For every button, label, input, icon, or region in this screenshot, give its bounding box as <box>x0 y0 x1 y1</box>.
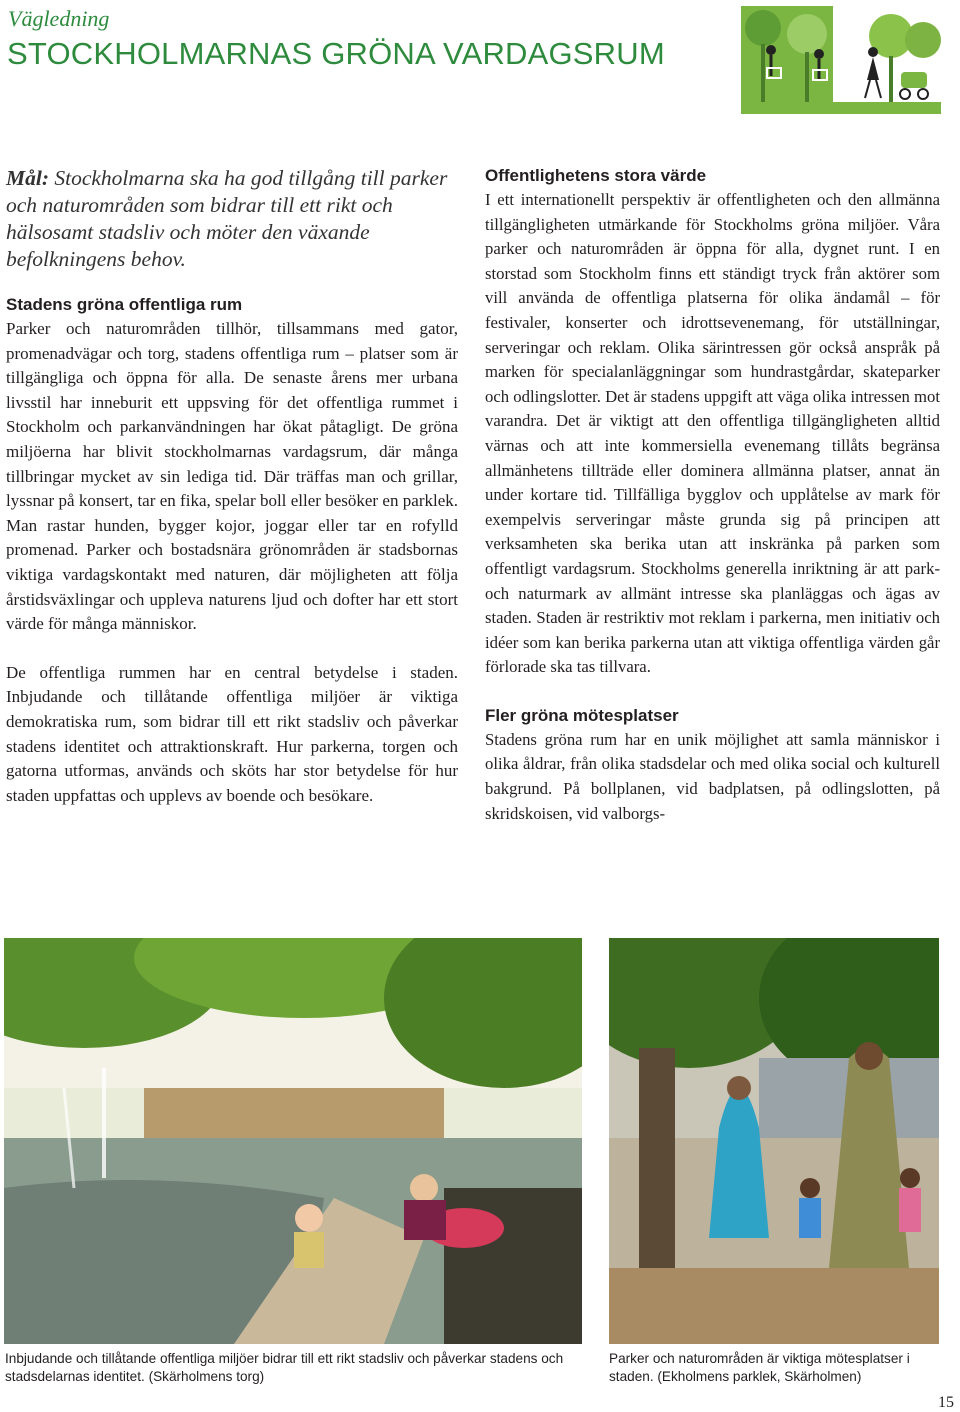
photo1-caption: Inbjudande och tillåtande offentliga miljöer bidrar till ett rikt stadsliv och påverkar stadens och stadsdelarnas identitet. (Skärholmens torg) <box>5 1351 564 1384</box>
goal-label: Mål: <box>6 166 49 190</box>
section-heading-green-public-rooms: Stadens gröna offentliga rum <box>6 295 243 314</box>
goal-text: Stockholmarna ska ha god tillgång till parker och naturområden som bidrar till ett rikt och hälsosamt stadsliv och möter den växande befolkningens behov. <box>6 166 448 271</box>
section-body-green-public-rooms: Parker och naturområden tillhör, tillsammans med gator, promenadvägar och torg, stadens offentliga rum – platser som är tillgängliga och öppna för alla. De senaste årens mer urbana livsstil har inneburit ett uppsving för det offentliga rummet i Stockholm och parkanvändningen har ökat påtagligt. De gröna miljöerna har blivit stockholmarnas vardagsrum, där många tillbringar mycket av sin lediga tid. Där träffas man och grillar, lyssnar på konsert, tar en fika, spelar boll eller besöker en parklek. Man rastar hunden, bygger kojor, joggar eller tar en rofylld promenad. Parker och bostadsnära grönområden är stadsbornas viktiga vardagskontakt med naturen, där möjligheten att följa årstidsväxlingar och uppleva naturens ljud och dofter har ett stort värde för många människor. <box>6 319 458 634</box>
page-number: 15 <box>938 1394 954 1411</box>
goal-statement <box>6 165 458 273</box>
photo2-caption: Parker och naturområden är viktiga mötesplatser i staden. (Ekholmens parklek, Skärholmen) <box>609 1351 910 1384</box>
section-body-public-value: I ett internationellt perspektiv är offentligheten och den allmänna tillgängligheten utmärkande för Stockholms gröna miljöer. Våra parker och naturområden är öppna för alla, dygnet runt. I en storstad som Stockholm finns ett ständigt tryck från aktörer som vill använda de offentliga platserna för olika ändamål – för festivaler, konserter och idrottsevenemang, för utställningar, serveringar och reklam. Olika särintressen gör också anspråk på marken för specialanläggningar som hundrastgårdar, skateparker och odlingslotter. Det är stadens uppgift att väga olika intressen mot varandra. Det är viktigt att den offentliga tillgängligheten alltid värnas och att inte kommersiella evenemang tillåts begränsa allmänhetens tillträde eller dominera allmänna platser, annat än under kortare tid. Tillfälliga bygglov och upplåtelse av mark för exempelvis serveringar måste grunda sig på principen att verksamheten ska berika utan att inskränka på parken som offentligt vardagsrum. Stockholms generella inriktning är att park- och naturmark av allmänt intresse ska planläggas och ägas av staden. Staden är restriktiv mot reklam i parkerna, men initiativ och idéer som kan berika parkerna utan att viktiga offentliga värden går förlorade ska tas tillvara. <box>485 190 940 677</box>
section-heading-meeting-places: Fler gröna mötesplatser <box>485 705 679 725</box>
park-logo-illustration <box>741 6 941 114</box>
section-heading-public-value: Offentlighetens stora värde <box>485 166 707 185</box>
section-body-meeting-places: Stadens gröna rum har en unik möjlighet att samla människor i olika åldrar, från olika stadsdelar och med olika social och kulturell bakgrund. På bollplanen, vid badplatsen, på odlingslotten, på skridskoisen, vid valborgs- <box>485 729 940 823</box>
left-text-column <box>6 165 458 808</box>
document-kicker: Vägledning <box>8 6 110 31</box>
photo-square-fountain <box>4 938 582 1344</box>
document-title: STOCKHOLMARNAS GRÖNA VARDAGSRUM <box>7 36 665 71</box>
right-text-column <box>485 164 940 826</box>
photo-park-playground <box>609 938 939 1344</box>
section-body-public-rooms-importance: De offentliga rummen har en central betydelse i staden. Inbjudande och tillåtande offentliga miljöer är viktiga demokratiska rum, som bidrar till ett rikt stadsliv och påverkar stadens identitet och attraktionskraft. Hur parkerna, torgen och gatorna utformas, används och sköts har stor betydelse för hur staden uppfattas och upplevs av boende och besökare. <box>6 662 458 805</box>
